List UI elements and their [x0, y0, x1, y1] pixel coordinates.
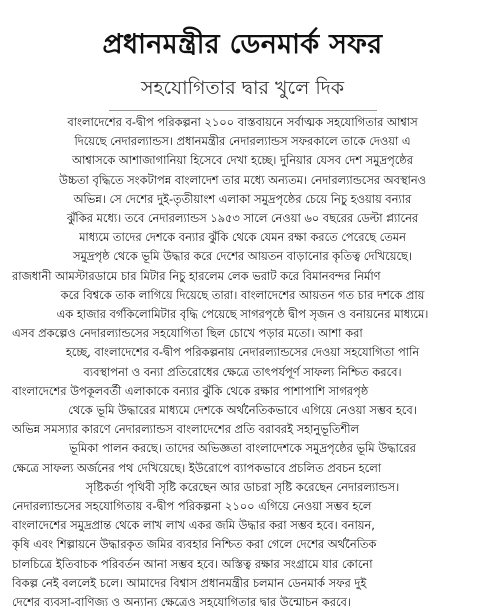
body-line: এক হাজার বর্গকিলোমিটার বৃদ্ধি পেয়েছে সাগরপৃষ্ঠে দ্বীপ সৃজন ও বনায়নের মাধ্যমে। — [56, 307, 429, 322]
body-line: অভিন্ন। সে দেশের দুই-তৃতীয়াংশ এলাকা সমুদ্রপৃষ্ঠের চেয়ে নিচু হওয়ায় বন্যার — [73, 191, 412, 206]
body-line: হচ্ছে, বাংলাদেশের ব-দ্বীপ পরিকল্পনায় নেদারল্যান্ডসের দেওয়া সহযোগিতা পানি — [65, 345, 420, 360]
body-line: ঝুঁকির মধ্যে। তবে নেদারল্যান্ডস ১৯৫৩ সালে নেওয়া ৬০ বছরের ডেল্টা প্ল্যানের — [66, 211, 419, 226]
body-line: ব্যবস্থাপনা ও বন্যা প্রতিরোধের ক্ষেত্রে তাৎপর্যপূর্ণ সাফল্য নিশ্চিত করবে। — [83, 364, 402, 379]
body-line: বাংলাদেশের সমুদ্রপ্রান্ত থেকে লাখ লাখ একর জমি উদ্ধার করা সম্ভব হবে। বনায়ন, — [12, 518, 375, 533]
body-line: চালচিত্রে ইতিবাচক পরিবর্তন আনা সম্ভব হবে। অস্তিত্ব রক্ষার সংগ্রামে যার কোনো — [12, 556, 373, 571]
body-line: উচ্চতা বৃদ্ধিতে সংকটাপন্ন বাংলাদেশ তার মধ্যে অন্যতম। নেদারল্যান্ডসের অবস্থানও — [58, 172, 427, 187]
body-line: মাধ্যমে তাদের দেশকে বন্যার ঝুঁকি থেকে যেমন রক্ষা করতে পেরেছে তেমন — [79, 230, 406, 245]
subheadline: সহযোগিতার দ্বার খুলে দিক — [140, 77, 345, 99]
body-line: নেদারল্যান্ডসের সহযোগিতায় ব-দ্বীপ পরিকল্পনা ২১০০ এগিয়ে নেওয়া সম্ভব হলে — [12, 499, 372, 514]
body-line: বাংলাদেশের ব-দ্বীপ পরিকল্পনা ২১০০ বাস্তবায়নে সর্বাত্মক সহযোগিতার আশ্বাস — [67, 115, 418, 129]
body-line: অভিন্ন সমস্যার কারণে নেদারল্যান্ডস বাংলাদেশের প্রতি বরাবরই সহানুভূতিশীল — [12, 422, 360, 437]
body-line: এসব প্রকল্পেও নেদারল্যান্ডসের সহযোগিতা ছিল চোখে পড়ার মতো। আশা করা — [12, 326, 363, 341]
body-text — [12, 113, 473, 612]
body-line: ভূমিকা পালন করছে। তাদের অভিজ্ঞতা বাংলাদেশকে সমুদ্রপৃষ্ঠের ভূমি উদ্ধারের — [69, 441, 416, 456]
body-line: বিকল্প নেই বললেই চলে। আমাদের বিশ্বাস প্রধানমন্ত্রীর চলমান ডেনমার্ক সফর দুই — [12, 575, 367, 590]
body-line: কৃষি এবং শিল্পায়নে উদ্ধারকৃত জমির ব্যবহার নিশ্চিত করা গেলে দেশের অর্থনৈতিক — [12, 537, 377, 552]
body-line: বাংলাদেশের উপকূলবর্তী এলাকাকে বন্যার ঝুঁকি থেকে রক্ষার পাশাপাশি সাগরপৃষ্ঠ — [12, 383, 369, 398]
body-line: রাজধানী আমস্টারডামে চার মিটার নিচু হারলেম লেক ভরাট করে বিমানবন্দর নির্মাণ — [12, 268, 381, 283]
body-line: করে বিশ্বকে তাক লাগিয়ে দিয়েছে তারা। বাংলাদেশের আয়তন গত চার দশকে প্রায় — [60, 287, 425, 302]
subheadline-rule — [109, 110, 377, 111]
headline: প্রধানমন্ত্রীর ডেনমার্ক সফর — [102, 29, 383, 60]
body-line: দেশের ব্যবসা-বাণিজ্য ও অন্যান্য ক্ষেত্রেও সহযোগিতার দ্বার উন্মোচন করবে। — [12, 595, 351, 610]
body-line: দিয়েছে নেদারল্যান্ডস। প্রধানমন্ত্রীর নেদারল্যান্ডস সফরকালে তাকে দেওয়া এ — [74, 134, 411, 149]
body-line: ক্ষেত্রে সাফল্য অর্জনের পথ দেখিয়েছে। ইউরোপে ব্যাপকভাবে প্রচলিত প্রবচন হলো — [12, 460, 382, 475]
body-line: সমুদ্রপৃষ্ঠ থেকে ভূমি উদ্ধার করে দেশের আয়তন বাড়ানোর কৃতিত্ব দেখিয়েছে। — [73, 249, 412, 264]
body-line: আশ্বাসকে আশাজাগানিয়া হিসেবে দেখা হচ্ছে। দুনিয়ার যেসব দেশ সমুদ্রপৃষ্ঠের — [72, 153, 413, 168]
body-line: থেকে ভূমি উদ্ধারের মাধ্যমে দেশকে অর্থনৈতিকভাবে এগিয়ে নেওয়া সম্ভব হবে। — [68, 403, 417, 418]
subheadline-wrap — [12, 74, 473, 104]
body-line: সৃষ্টিকর্তা পৃথিবী সৃষ্টি করেছেন আর ডাচরা সৃষ্টি করেছেন নেদারল্যান্ডস। — [85, 479, 400, 494]
